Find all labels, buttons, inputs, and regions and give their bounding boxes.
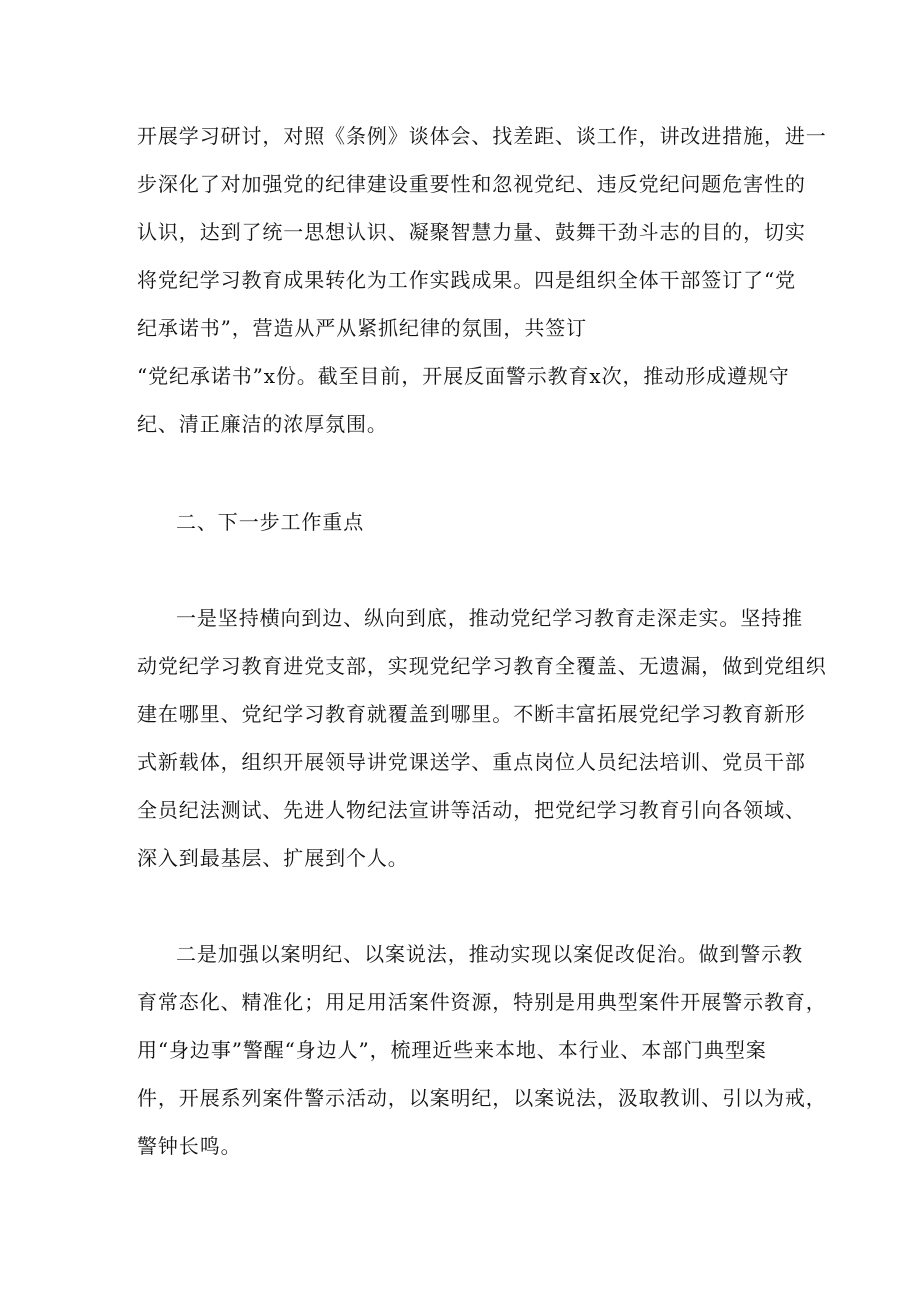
paragraph-line: 警钟长鸣。 <box>137 1134 242 1158</box>
paragraph-line: “党纪承诺书”x份。截至目前，开展反面警示教育x次，推动形成遵规守 <box>137 364 790 388</box>
paragraph-line: 育常态化、精准化；用足用活案件资源，特别是用典型案件开展警示教育， <box>137 990 827 1014</box>
paragraph-line: 建在哪里、党纪学习教育就覆盖到哪里。不断丰富拓展党纪学习教育新形 <box>137 702 806 726</box>
paragraph-line: 将党纪学习教育成果转化为工作实践成果。四是组织全体干部签订了“党 <box>137 268 797 292</box>
paragraph-line: 深入到最基层、扩展到个人。 <box>137 846 409 870</box>
section-heading: 二、下一步工作重点 <box>176 510 365 534</box>
paragraph-line: 全员纪法测试、先进人物纪法宣讲等活动，把党纪学习教育引向各领域、 <box>137 798 806 822</box>
paragraph-line: 二是加强以案明纪、以案说法，推动实现以案促改促治。做到警示教 <box>176 942 803 966</box>
paragraph-line: 式新载体，组织开展领导讲党课送学、重点岗位人员纪法培训、党员干部 <box>137 750 806 774</box>
paragraph-line: 步深化了对加强党的纪律建设重要性和忽视党纪、违反党纪问题危害性的 <box>137 172 806 196</box>
paragraph-line: 开展学习研讨，对照《条例》谈体会、找差距、谈工作，讲改进措施，进一 <box>137 124 827 148</box>
paragraph-line: 动党纪学习教育进党支部，实现党纪学习教育全覆盖、无遗漏，做到党组织 <box>137 654 827 678</box>
paragraph-line: 件，开展系列案件警示活动，以案明纪，以案说法，汲取教训、引以为戒， <box>137 1086 827 1110</box>
paragraph-line: 用“身边事”警醒“身边人”，梳理近些来本地、本行业、本部门典型案 <box>137 1038 767 1062</box>
paragraph-line: 纪、清正廉洁的浓厚氛围。 <box>137 412 388 436</box>
paragraph-line: 认识，达到了统一思想认识、凝聚智慧力量、鼓舞干劲斗志的目的，切实 <box>137 220 806 244</box>
paragraph-line: 一是坚持横向到边、纵向到底，推动党纪学习教育走深走实。坚持推 <box>176 606 803 630</box>
paragraph-line: 纪承诺书”，营造从严从紧抓纪律的氛围，共签订 <box>137 316 588 340</box>
